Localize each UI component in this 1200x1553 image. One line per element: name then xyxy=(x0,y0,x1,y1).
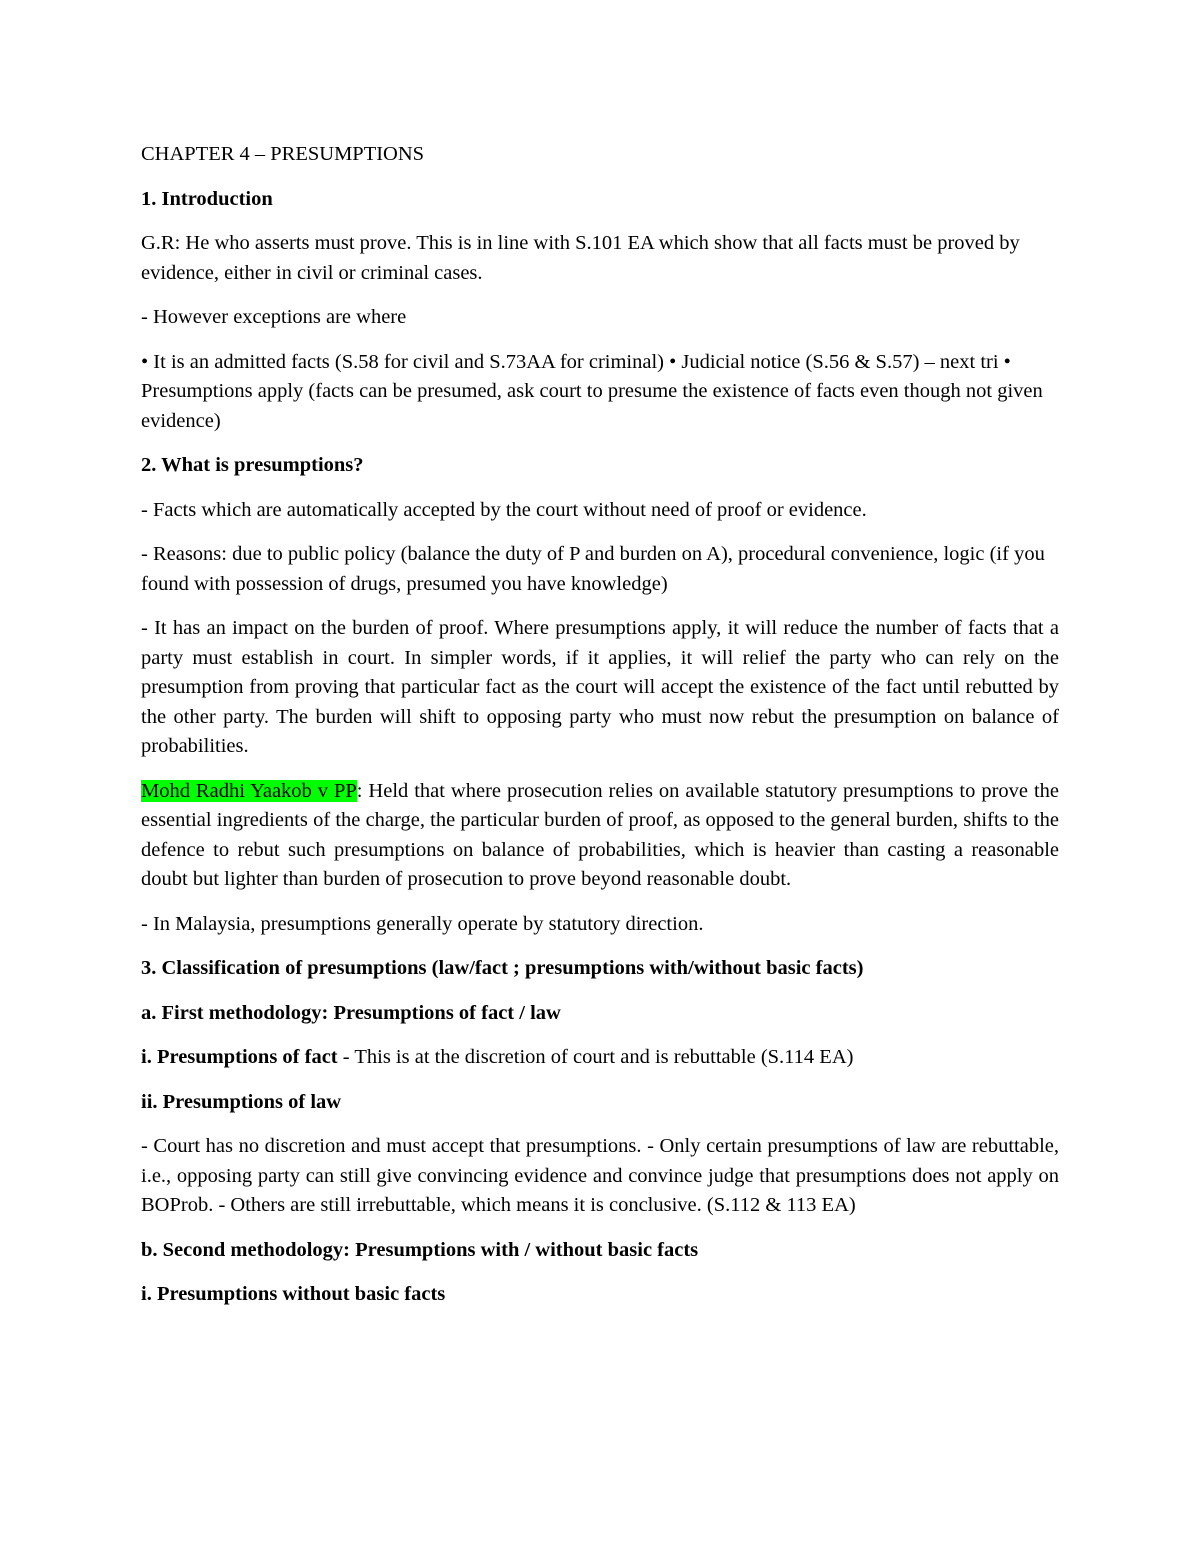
heading-presumptions-of-law: ii. Presumptions of law xyxy=(141,1090,342,1113)
heading-first-methodology: a. First methodology: Presumptions of fact / law xyxy=(141,1001,561,1024)
case-holding-text: : Held that where prosecution relies on available statutory presumptions to prove the essential ingredients of the charge, the particular burden of proof, as opposed to the general burden, shifts to the defence to rebut such presumptions on balance of probabilities, which is heavier than casting a reasonable doubt but lighter than burden of prosecution to prove beyond reasonable doubt. xyxy=(141,779,1059,890)
document-page xyxy=(141,140,1059,1325)
paragraph-exceptions: - However exceptions are where xyxy=(141,306,407,328)
heading-what-is-presumptions: 2. What is presumptions? xyxy=(141,454,364,476)
subheading-presumptions-of-fact: i. Presumptions of fact xyxy=(141,1046,338,1068)
paragraph-presumptions-of-law: - Court has no discretion and must accept that presumptions. - Only certain presumptions of law are rebuttable, i.e., opposing party can still give convincing evidence and convince judge that presumptions does not apply on BOProb. - Others are still irrebuttable, which means it is conclusive. (S.112 & 113 EA) xyxy=(141,1135,1059,1216)
heading-classification: 3. Classification of presumptions (law/fact ; presumptions with/without basic facts) xyxy=(141,957,864,979)
paragraph-burden-impact: - It has an impact on the burden of proof. Where presumptions apply, it will reduce the number of facts that a party must establish in court. In simpler words, if it applies, it will relief the party who can rely on the presumption from proving that particular fact as the court will accept the existence of the fact until rebutted by the other party. The burden will shift to opposing party who must now rebut the presumption on balance of probabilities. xyxy=(141,617,1059,757)
paragraph-general-rule: G.R: He who asserts must prove. This is in line with S.101 EA which show that all facts must be proved by evidence, either in civil or criminal cases. xyxy=(141,232,1020,284)
paragraph-malaysia: - In Malaysia, presumptions generally operate by statutory direction. xyxy=(141,912,704,935)
chapter-title: CHAPTER 4 – PRESUMPTIONS xyxy=(141,143,425,165)
heading-introduction: 1. Introduction xyxy=(141,187,273,210)
heading-second-methodology: b. Second methodology: Presumptions with / without basic facts xyxy=(141,1238,699,1261)
paragraph-case-law xyxy=(141,777,1059,895)
heading-without-basic-facts: i. Presumptions without basic facts xyxy=(141,1283,446,1305)
paragraph-exception-list: • It is an admitted facts (S.58 for civil and S.73AA for criminal) • Judicial notice (S.56 & S.57) – next tri • Presumptions apply (facts can be presumed, ask court to presume the existence of facts even though not given evidence) xyxy=(141,350,1043,432)
paragraph-presumptions-of-fact xyxy=(141,1043,1059,1073)
case-name-highlight: Mohd Radhi Yaakob v PP xyxy=(141,779,357,802)
paragraph-reasons: - Reasons: due to public policy (balance the duty of P and burden on A), procedural convenience, logic (if you found with possession of drugs, presumed you have knowledge) xyxy=(141,543,1045,595)
paragraph-definition: - Facts which are automatically accepted by the court without need of proof or evidence. xyxy=(141,498,867,521)
presumptions-of-fact-text: - This is at the discretion of court and is rebuttable (S.114 EA) xyxy=(337,1046,854,1068)
